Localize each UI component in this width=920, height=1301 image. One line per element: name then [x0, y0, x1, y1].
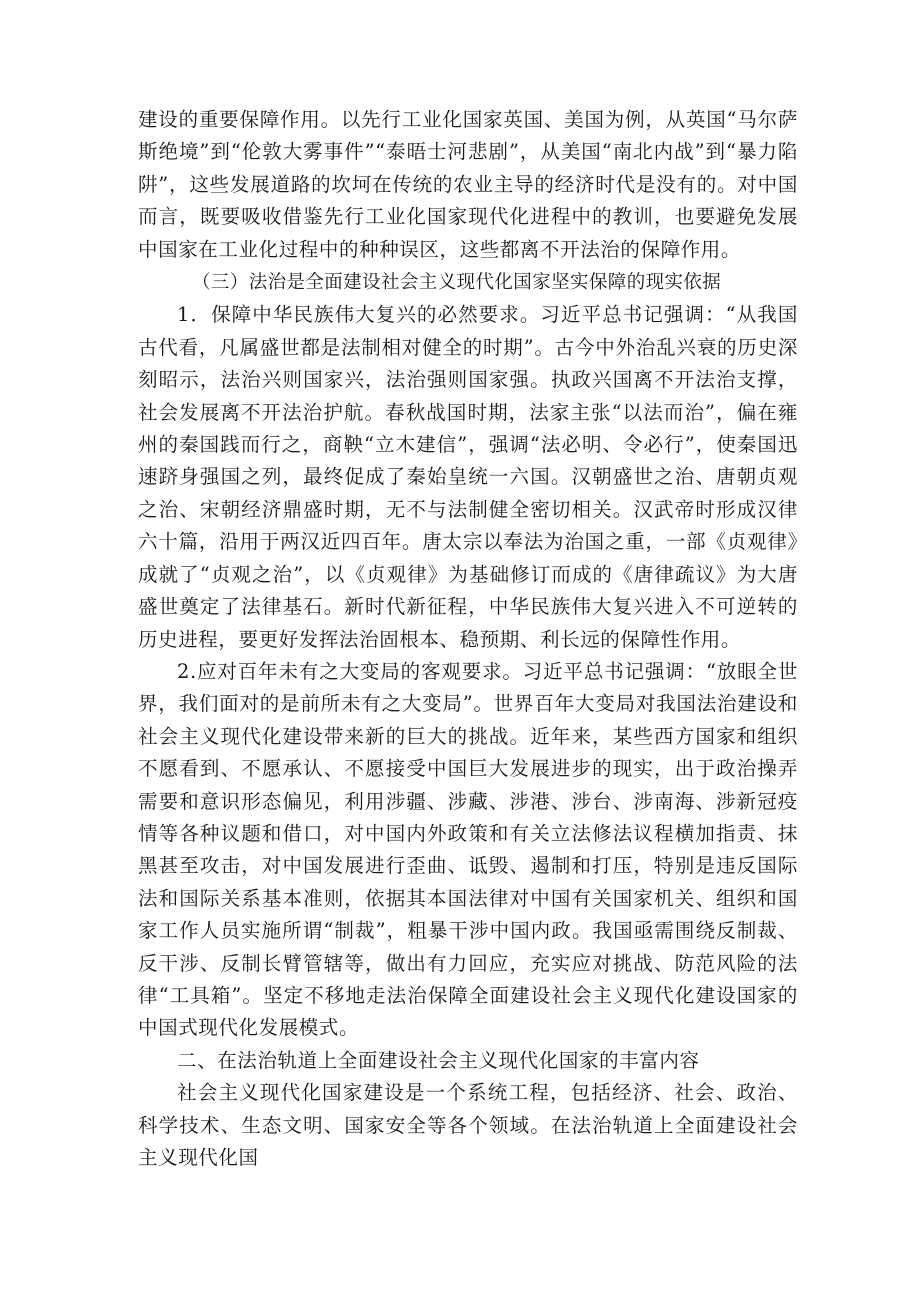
section-heading-3: （三）法治是全面建设社会主义现代化国家坚实保障的现实依据: [192, 272, 722, 294]
paragraph-systematic-project: 社会主义现代化国家建设是一个系统工程，包括经济、社会、政治、科学技术、生态文明、国家安全等各个领域。在法治轨道上全面建设社会主义现代化国: [138, 1081, 798, 1169]
paragraph-great-changes: 2.应对百年未有之大变局的客观要求。习近平总书记强调：“放眼全世界，我们面对的是前所未有之大变局”。世界百年大变局对我国法治建设和社会主义现代化建设带来新的巨大的挑战。近年来，某些西方国家和组织不愿看到、不愿承认、不愿接受中国巨大发展进步的现实，出于政治操弄需要和意识形态偏见，利用涉疆、涉藏、涉港、涉台、涉南海、涉新冠疫情等各种议题和借口，对中国内外政策和有关立法修法议程横加指责、抹黑甚至攻击，对中国发展进行歪曲、诋毁、遏制和打压，特别是违反国际法和国际关系基本准则，依据其本国法律对中国有关国家机关、组织和国家工作人员实施所谓“制裁”，粗暴干涉中国内政。我国亟需围绕反制裁、反干涉、反制长臂管辖等，做出有力回应，充实应对挑战、防范风险的法律“工具箱”。坚定不移地走法治保障全面建设社会主义现代化建设国家的中国式现代化发展模式。: [138, 659, 798, 1040]
paragraph-national-rejuvenation: 1．保障中华民族伟大复兴的必然要求。习近平总书记强调：“从我国古代看，凡属盛世都是法制相对健全的时期”。古今中外治乱兴衰的历史深刻昭示，法治兴则国家兴，法治强则国家强。执政兴国离不开法治支撑，社会发展离不开法治护航。春秋战国时期，法家主张“以法而治”，偏在雍州的秦国践而行之，商鞅“立木建信”，强调“法必明、令必行”，使秦国迅速跻身强国之列，最终促成了秦始皇统一六国。汉朝盛世之治、唐朝贞观之治、宋朝经济鼎盛时期，无不与法制健全密切相关。汉武帝时形成汉律六十篇，沿用于两汉近四百年。唐太宗以奉法为治国之重，一部《贞观律》成就了“贞观之治”，以《贞观律》为基础修订而成的《唐律疏议》为大唐盛世奠定了法律基石。新时代新征程，中华民族伟大复兴进入不可逆转的历史进程，要更好发挥法治固根本、稳预期、利长远的保障性作用。: [138, 303, 798, 651]
document-page: [138, 104, 798, 1174]
chapter-heading-2: 二、在法治轨道上全面建设社会主义现代化国家的丰富内容: [177, 1048, 700, 1072]
paragraph-safeguard-role: 建设的重要保障作用。以先行工业化国家英国、美国为例，从英国“马尔萨斯绝境”到“伦敦大雾事件”“泰晤士河悲剧”，从美国“南北内战”到“暴力陷阱”，这些发展道路的坎坷在传统的农业主导的经济时代是没有的。对中国而言，既要吸收借鉴先行工业化国家现代化进程中的教训，也要避免发展中国家在工业化过程中的种种误区，这些都离不开法治的保障作用。: [138, 108, 798, 261]
